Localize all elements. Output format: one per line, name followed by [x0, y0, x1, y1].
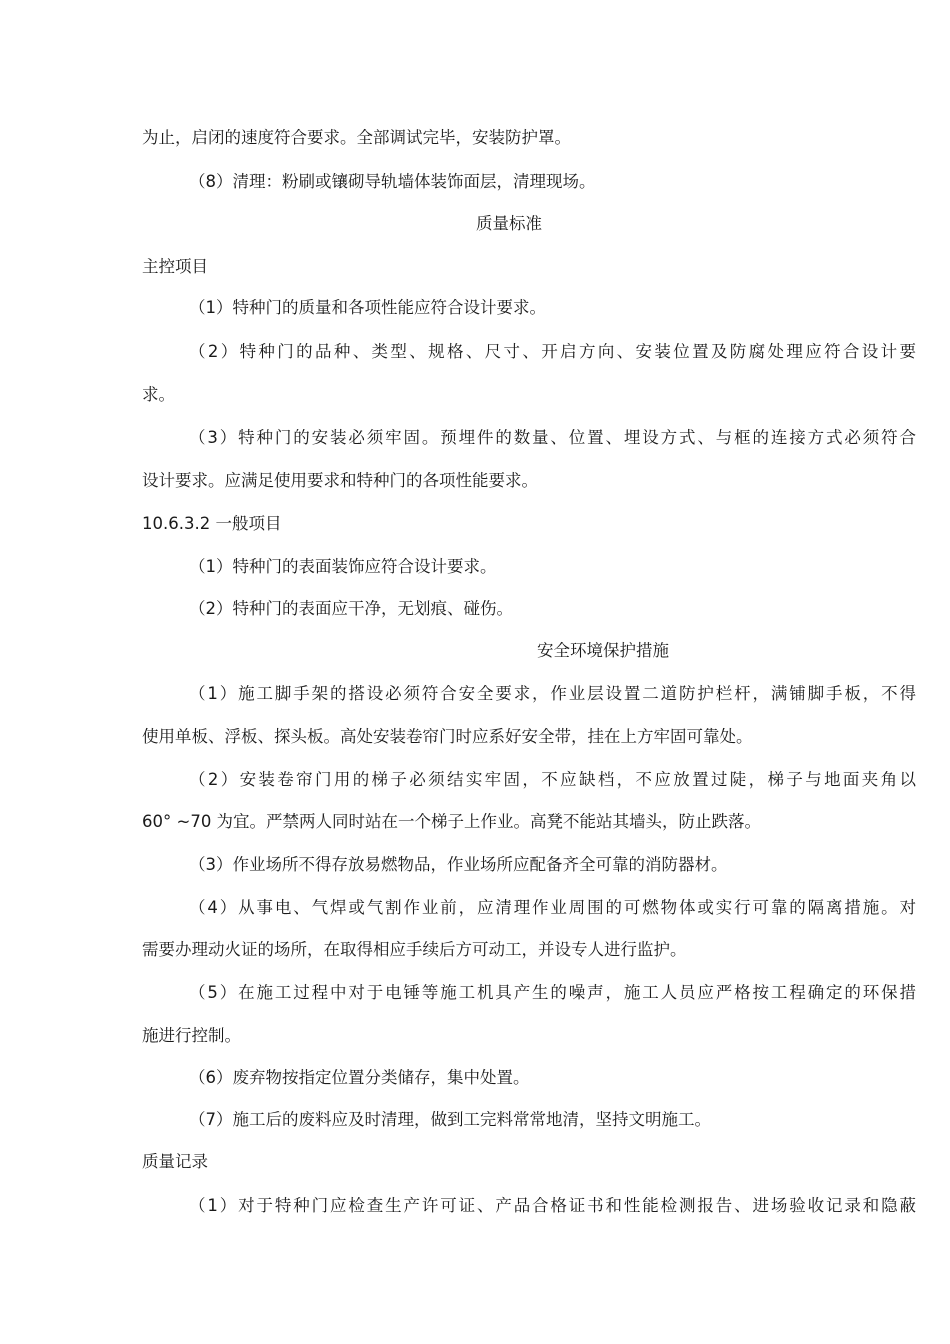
section-heading-safety-environment: 安全环境保护措施 — [537, 641, 669, 660]
list-item: （1）施工脚手架的搭设必须符合安全要求，作业层设置二道防护栏杆，满铺脚手板，不得 — [189, 684, 916, 703]
list-item: （8）清理：粉刷或镶砌导轨墙体装饰面层，清理现场。 — [189, 172, 596, 191]
paragraph-line: 使用单板、浮板、探头板。高处安装卷帘门时应系好安全带，挂在上方牢固可靠处。 — [142, 727, 753, 746]
list-item: （3）特种门的安装必须牢固。预埋件的数量、位置、埋设方式、与框的连接方式必须符合 — [189, 428, 916, 447]
list-item: （2）安装卷帘门用的梯子必须结实牢固，不应缺档，不应放置过陡，梯子与地面夹角以 — [189, 770, 916, 789]
list-item: （2）特种门的品种、类型、规格、尺寸、开启方向、安装位置及防腐处理应符合设计要 — [189, 342, 916, 361]
subsection-heading: 10.6.3.2 一般项目 — [142, 514, 282, 533]
list-item: （1）对于特种门应检查生产许可证、产品合格证书和性能检测报告、进场验收记录和隐蔽 — [189, 1196, 916, 1215]
paragraph-line: 施进行控制。 — [142, 1026, 241, 1045]
paragraph-line: 求。 — [142, 385, 175, 404]
list-item: （7）施工后的废料应及时清理，做到工完料常常地清，坚持文明施工。 — [189, 1110, 711, 1129]
paragraph-line: 需要办理动火证的场所，在取得相应手续后方可动工，并设专人进行监护。 — [142, 940, 687, 959]
section-heading-quality-standard: 质量标准 — [476, 214, 542, 233]
list-item: （1）特种门的表面装饰应符合设计要求。 — [189, 557, 497, 576]
list-item: （4）从事电、气焊或气割作业前，应清理作业周围的可燃物体或实行可靠的隔离措施。对 — [189, 898, 916, 917]
list-item: （5）在施工过程中对于电锤等施工机具产生的噪声，施工人员应严格按工程确定的环保措 — [189, 983, 916, 1002]
paragraph-line: 60° ~70 为宜。严禁两人同时站在一个梯子上作业。高凳不能站其墙头，防止跌落。 — [142, 812, 762, 831]
list-item: （3）作业场所不得存放易燃物品，作业场所应配备齐全可靠的消防器材。 — [189, 855, 728, 874]
subsection-heading: 质量记录 — [142, 1152, 208, 1171]
list-item: （2）特种门的表面应干净，无划痕、碰伤。 — [189, 599, 513, 618]
paragraph-line: 设计要求。应满足使用要求和特种门的各项性能要求。 — [142, 471, 538, 490]
subsection-heading: 主控项目 — [142, 257, 208, 276]
list-item: （6）废弃物按指定位置分类储存，集中处置。 — [189, 1068, 530, 1087]
list-item: （1）特种门的质量和各项性能应符合设计要求。 — [189, 298, 546, 317]
paragraph-line: 为止，启闭的速度符合要求。全部调试完毕，安装防护罩。 — [142, 128, 571, 147]
